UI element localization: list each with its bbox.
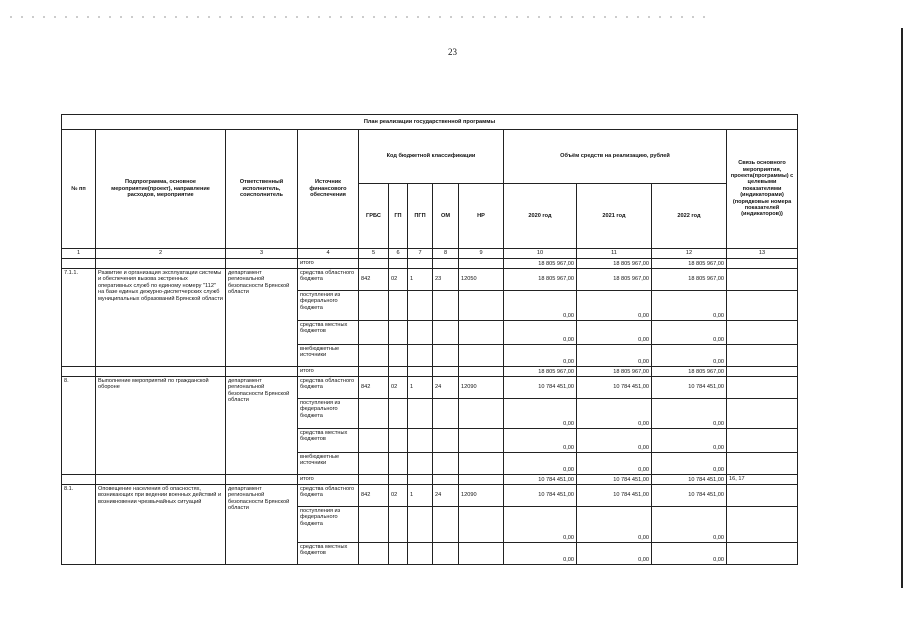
- value-2021: 0,00: [577, 399, 652, 429]
- header-2021: 2021 год: [577, 184, 652, 249]
- item-name: Развитие и организация эксплуатации системы и обеспечения вызова экстренных оперативных служб по единому номеру "112" на базе единых дежурно-диспетчерских служб муниципальных образований Брянской области: [96, 269, 226, 367]
- code-pgp: 1: [408, 269, 433, 291]
- header-link: Связь основного мероприятия, проекта(программы) с целевыми показателями (индикаторами) (порядковые номера показателей (индикаторов)): [727, 130, 798, 249]
- value-2021: 0,00: [577, 453, 652, 475]
- item-number: 8.: [62, 377, 96, 475]
- code-nr: 12090: [459, 377, 504, 399]
- indicator-link: [727, 367, 798, 377]
- scan-edge-line: [901, 28, 903, 588]
- col-number: 9: [459, 249, 504, 259]
- code-grbs: 842: [359, 485, 389, 507]
- header-volume: Объём средств на реализацию, рублей: [504, 130, 727, 184]
- code-gp: 02: [389, 269, 408, 291]
- page-number: 23: [448, 47, 457, 57]
- code-om: 24: [433, 377, 459, 399]
- total-2022: 10 784 451,00: [652, 475, 727, 485]
- header-pgp: ПГП: [408, 184, 433, 249]
- value-2020: 0,00: [504, 543, 577, 565]
- value-2022: 10 784 451,00: [652, 485, 727, 507]
- funding-source: средства областного бюджета: [298, 377, 359, 399]
- funding-source: средства местных бюджетов: [298, 429, 359, 453]
- total-row: [62, 259, 798, 269]
- header-2022: 2022 год: [652, 184, 727, 249]
- value-2021: 0,00: [577, 291, 652, 321]
- total-label: итого: [298, 259, 359, 269]
- value-2020: 0,00: [504, 429, 577, 453]
- header-nr: НР: [459, 184, 504, 249]
- indicator-link: 16, 17: [727, 475, 798, 485]
- item-name: Оповещение населения об опасностях, возникающих при ведении военных действий и возникновении чрезвычайных ситуаций: [96, 485, 226, 565]
- code-grbs: 842: [359, 377, 389, 399]
- header-gp: ГП: [389, 184, 408, 249]
- value-2022: 0,00: [652, 321, 727, 345]
- value-2022: 0,00: [652, 507, 727, 543]
- item-executor: департамент региональной безопасности Брянской области: [226, 485, 298, 565]
- col-number: 4: [298, 249, 359, 259]
- col-number: 5: [359, 249, 389, 259]
- value-2020: 10 784 451,00: [504, 377, 577, 399]
- total-2022: 18 805 967,00: [652, 259, 727, 269]
- item-executor: департамент региональной безопасности Брянской области: [226, 377, 298, 475]
- total-2021: 10 784 451,00: [577, 475, 652, 485]
- header-num: № пп: [62, 130, 96, 249]
- header-kbk: Код бюджетной классификации: [359, 130, 504, 184]
- col-number: 6: [389, 249, 408, 259]
- header-source: Источник финансового обеспечения: [298, 130, 359, 249]
- total-2022: 18 805 967,00: [652, 367, 727, 377]
- header-2020: 2020 год: [504, 184, 577, 249]
- col-number: 10: [504, 249, 577, 259]
- table-row: [62, 269, 798, 291]
- total-2020: 18 805 967,00: [504, 367, 577, 377]
- value-2020: 0,00: [504, 453, 577, 475]
- value-2020: 0,00: [504, 345, 577, 367]
- funding-source: поступления из федерального бюджета: [298, 291, 359, 321]
- funding-source: средства областного бюджета: [298, 485, 359, 507]
- column-numbers-row: [62, 249, 798, 259]
- value-2022: 0,00: [652, 345, 727, 367]
- value-2020: 0,00: [504, 507, 577, 543]
- value-2022: 10 784 451,00: [652, 377, 727, 399]
- col-number: 12: [652, 249, 727, 259]
- col-number: 2: [96, 249, 226, 259]
- value-2021: 0,00: [577, 543, 652, 565]
- funding-source: средства областного бюджета: [298, 269, 359, 291]
- code-om: 23: [433, 269, 459, 291]
- code-pgp: 1: [408, 377, 433, 399]
- code-pgp: 1: [408, 485, 433, 507]
- value-2022: 0,00: [652, 291, 727, 321]
- funding-source: поступления из федерального бюджета: [298, 507, 359, 543]
- total-row: [62, 367, 798, 377]
- funding-source: внебюджетные источники: [298, 453, 359, 475]
- value-2020: 10 784 451,00: [504, 485, 577, 507]
- col-number: 8: [433, 249, 459, 259]
- funding-source: средства местных бюджетов: [298, 543, 359, 565]
- total-2021: 18 805 967,00: [577, 259, 652, 269]
- scan-artifact: [10, 16, 710, 18]
- value-2020: 0,00: [504, 291, 577, 321]
- value-2022: 0,00: [652, 429, 727, 453]
- value-2020: 18 805 967,00: [504, 269, 577, 291]
- total-row: [62, 475, 798, 485]
- item-name: Выполнение мероприятий по гражданской обороне: [96, 377, 226, 475]
- value-2021: 0,00: [577, 507, 652, 543]
- col-number: 1: [62, 249, 96, 259]
- item-executor: департамент региональной безопасности Брянской области: [226, 269, 298, 367]
- funding-source: средства местных бюджетов: [298, 321, 359, 345]
- value-2021: 10 784 451,00: [577, 485, 652, 507]
- table-row: [62, 377, 798, 399]
- header-name: Подпрограмма, основное мероприятие(проект), направление расходов, мероприятие: [96, 130, 226, 249]
- value-2021: 0,00: [577, 429, 652, 453]
- total-2020: 18 805 967,00: [504, 259, 577, 269]
- header-executor: Ответственный исполнитель, соисполнитель: [226, 130, 298, 249]
- code-gp: 02: [389, 485, 408, 507]
- program-plan-table: [61, 114, 798, 565]
- code-grbs: 842: [359, 269, 389, 291]
- col-number: 3: [226, 249, 298, 259]
- value-2021: 10 784 451,00: [577, 377, 652, 399]
- code-om: 24: [433, 485, 459, 507]
- total-2021: 18 805 967,00: [577, 367, 652, 377]
- value-2022: 18 805 967,00: [652, 269, 727, 291]
- col-number: 11: [577, 249, 652, 259]
- item-number: 7.1.1.: [62, 269, 96, 367]
- table-row: [62, 485, 798, 507]
- total-2020: 10 784 451,00: [504, 475, 577, 485]
- item-number: 8.1.: [62, 485, 96, 565]
- value-2022: 0,00: [652, 543, 727, 565]
- header-grbs: ГРБС: [359, 184, 389, 249]
- header-om: ОМ: [433, 184, 459, 249]
- code-nr: 12090: [459, 485, 504, 507]
- value-2022: 0,00: [652, 453, 727, 475]
- value-2020: 0,00: [504, 321, 577, 345]
- funding-source: внебюджетные источники: [298, 345, 359, 367]
- value-2021: 0,00: [577, 345, 652, 367]
- total-label: итого: [298, 367, 359, 377]
- code-nr: 12050: [459, 269, 504, 291]
- total-label: итого: [298, 475, 359, 485]
- value-2021: 0,00: [577, 321, 652, 345]
- col-number: 7: [408, 249, 433, 259]
- table-title: План реализации государственной программы: [62, 115, 798, 130]
- value-2021: 18 805 967,00: [577, 269, 652, 291]
- value-2022: 0,00: [652, 399, 727, 429]
- code-gp: 02: [389, 377, 408, 399]
- col-number: 13: [727, 249, 798, 259]
- value-2020: 0,00: [504, 399, 577, 429]
- funding-source: поступления из федерального бюджета: [298, 399, 359, 429]
